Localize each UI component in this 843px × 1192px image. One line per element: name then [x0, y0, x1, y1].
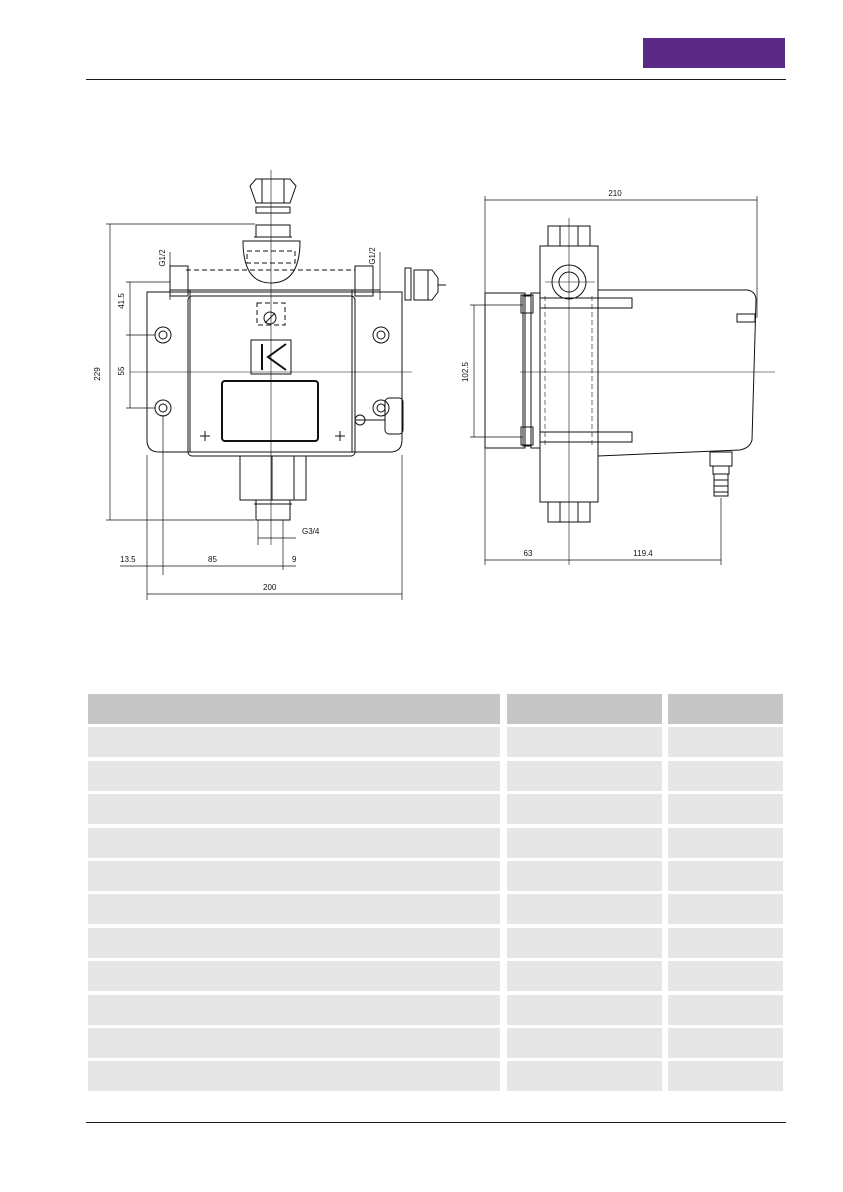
table-cell — [88, 995, 500, 1025]
dim-upper-offset: 41.5 — [117, 293, 126, 309]
table-cell — [668, 1061, 783, 1091]
dim-mount-offset: 63 — [523, 549, 533, 558]
table-row — [88, 794, 783, 824]
dim-bracket-height: 102.5 — [461, 361, 470, 383]
table-cell — [88, 1028, 500, 1058]
table-row — [88, 961, 783, 991]
table-cell — [668, 727, 783, 757]
dim-port-left: G1/2 — [158, 249, 167, 267]
table-cell — [88, 1061, 500, 1091]
front-view — [147, 179, 446, 520]
table-cell — [507, 761, 662, 791]
dim-edge-offset: 13.5 — [120, 555, 136, 564]
dim-hole-spacing: 55 — [117, 366, 126, 376]
front-centerlines — [130, 170, 412, 545]
table-cell — [88, 727, 500, 757]
side-view — [485, 226, 756, 522]
table-header-cell — [668, 694, 783, 724]
table-cell — [668, 928, 783, 958]
table-row — [88, 894, 783, 924]
table-row — [88, 995, 783, 1025]
table-cell — [507, 794, 662, 824]
table-cell — [88, 761, 500, 791]
table-header-row — [88, 694, 783, 724]
table-row — [88, 828, 783, 858]
side-hidden-lines — [545, 296, 592, 446]
table-cell — [507, 995, 662, 1025]
table-cell — [507, 727, 662, 757]
table-cell — [88, 794, 500, 824]
table-cell — [668, 995, 783, 1025]
footer-rule — [86, 1122, 786, 1123]
table-cell — [507, 928, 662, 958]
table-row — [88, 1028, 783, 1058]
table-cell — [668, 1028, 783, 1058]
table-cell — [88, 828, 500, 858]
table-cell — [88, 928, 500, 958]
table-cell — [668, 761, 783, 791]
table-cell — [668, 828, 783, 858]
dim-overall-width: 200 — [263, 583, 277, 592]
dim-port-right: G1/2 — [368, 247, 377, 265]
table-cell — [668, 894, 783, 924]
table-cell — [88, 961, 500, 991]
side-dimension-lines — [470, 196, 757, 565]
table-cell — [507, 961, 662, 991]
table-cell — [507, 894, 662, 924]
dim-nozzle-offset: 119.4 — [633, 549, 653, 558]
dim-outlet-offset: 9 — [292, 555, 297, 564]
table-cell — [507, 828, 662, 858]
table-cell — [88, 894, 500, 924]
table-header-cell — [507, 694, 662, 724]
table-cell — [507, 1028, 662, 1058]
dim-center-offset: 85 — [208, 555, 217, 564]
dim-outlet: G3/4 — [302, 527, 320, 536]
table-row — [88, 761, 783, 791]
front-dimension-lines — [106, 224, 402, 600]
table-row — [88, 861, 783, 891]
dim-overall-depth: 210 — [608, 189, 622, 198]
table-header-cell — [88, 694, 500, 724]
table-cell — [668, 861, 783, 891]
table-cell — [507, 1061, 662, 1091]
table-row — [88, 1061, 783, 1091]
table-row — [88, 727, 783, 757]
dim-overall-height: 229 — [93, 367, 102, 381]
side-centerlines — [520, 218, 775, 565]
table-cell — [668, 794, 783, 824]
table-cell — [88, 861, 500, 891]
table-row — [88, 928, 783, 958]
table-cell — [668, 961, 783, 991]
table-cell — [507, 861, 662, 891]
